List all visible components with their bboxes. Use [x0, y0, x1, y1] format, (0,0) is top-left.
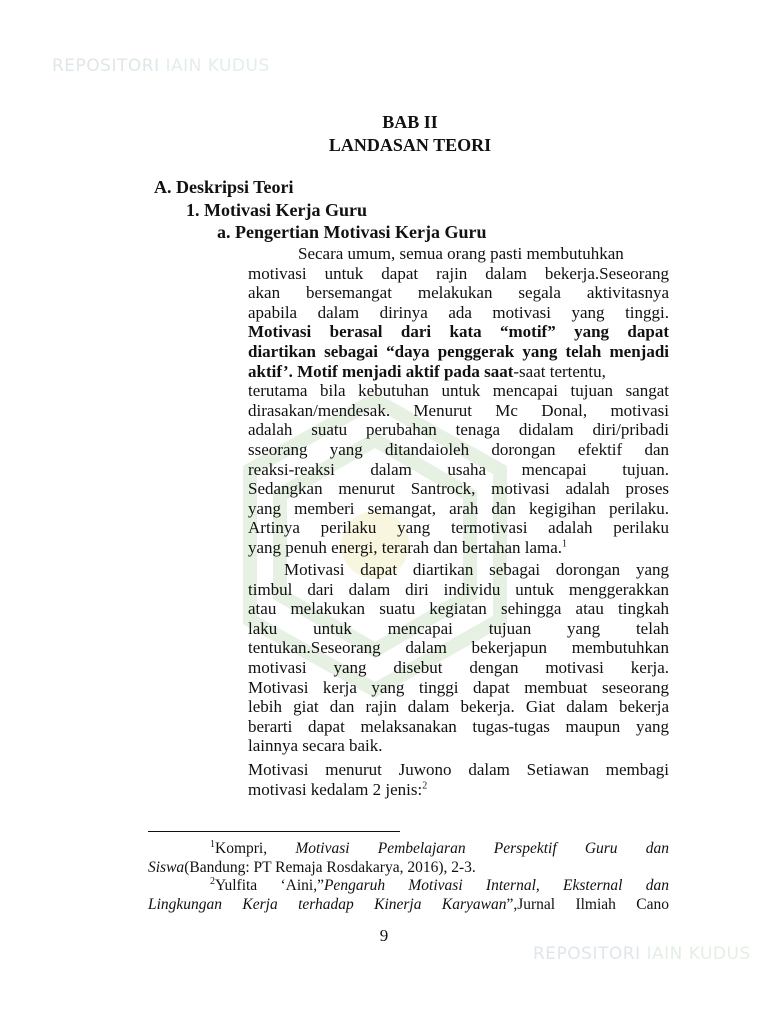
heading-deskripsi-teori: A. Deskripsi Teori: [154, 177, 294, 197]
para1-line: yang memberi semangat, arah dan kegigihan perilaku.: [248, 498, 669, 518]
para1-line: Sedangkan menurut Santrock, motivasi adalah proses: [248, 479, 669, 499]
footnote-separator: [148, 831, 400, 832]
para2-line: laku untuk mencapai tujuan yang telah: [248, 618, 669, 638]
watermark-text-iain-kudus: IAIN KUDUS: [646, 944, 751, 964]
paragraph-3: [248, 760, 669, 799]
heading-pengertian-motivasi: a. Pengertian Motivasi Kerja Guru: [217, 222, 487, 242]
para3-line: Motivasi menurut Juwono dalam Setiawan membagi: [248, 760, 669, 779]
footnote-1-line: [148, 859, 669, 878]
para1-line: adalah suatu perubahan tenaga didalam diri/pribadi: [248, 420, 669, 440]
footnote-1-title: Motivasi Pembelajaran Perspektif Guru dan: [295, 840, 670, 857]
watermark-text-repositori: REPOSITORI: [533, 944, 641, 964]
footnote-2-line: [148, 877, 669, 896]
footnote-ref-1[interactable]: 1: [562, 538, 568, 550]
chapter-number: BAB II: [382, 112, 438, 132]
footnote-2-title: Pengaruh Motivasi Internal, Eksternal dan: [323, 877, 669, 894]
para2-line: tentukan.Seseorang dalam bekerjapun membutuhkan: [248, 638, 669, 658]
chapter-title: LANDASAN TEORI: [328, 135, 492, 155]
footnote-1-title-cont: Siswa: [148, 858, 185, 876]
para2-line: atau melakukan suatu kegiatan sehingga atau tingkah: [248, 599, 669, 619]
page-number: 9: [379, 926, 389, 945]
para1-line: [248, 362, 669, 382]
para1-fragment: yang penuh energi, terarah dan bertahan lama.: [248, 537, 563, 557]
watermark-text-iain-kudus: IAIN KUDUS: [165, 56, 270, 76]
para2-line: berarti dapat melaksanakan tugas-tugas maupun yang: [248, 716, 669, 736]
para1-line: dirasakan/mendesak. Menurut Mc Donal, motivasi: [248, 400, 669, 420]
repository-watermark-top: [52, 56, 270, 76]
para1-line: reaksi-reaksi dalam usaha mencapai tujuan.: [248, 459, 669, 479]
para2-line: Motivasi dapat diartikan sebagai dorongan yang: [284, 560, 669, 579]
footnote-1: [148, 840, 669, 877]
para1-line: sseorang yang ditandaioleh dorongan efektif dan: [248, 439, 669, 459]
repository-watermark-bottom: [533, 944, 751, 964]
para3-line: [248, 780, 669, 800]
footnote-ref-2[interactable]: 2: [422, 779, 428, 791]
para1-line: terutama bila kebutuhan untuk mencapai tujuan sangat: [248, 381, 669, 401]
para3-fragment: motivasi kedalam 2 jenis:: [248, 779, 423, 799]
para1-line: akan bersemangat melakukan segala aktivitasnya: [248, 283, 669, 303]
footnote-2: [148, 877, 669, 914]
para1-line: diartikan sebagai “daya penggerak yang telah menjadi: [248, 341, 669, 361]
footnote-2-title-cont: Lingkungan Kerja terhadap Kinerja Karyawan: [148, 895, 507, 913]
footnote-2-mark: 2: [210, 875, 215, 887]
paragraph-1: [248, 244, 669, 558]
para2-line: Motivasi kerja yang tinggi dapat membuat seseorang: [248, 677, 669, 697]
paragraph-2: [248, 560, 669, 756]
para1-line: apabila dalam dirinya ada motivasi yang tinggi.: [248, 302, 669, 322]
para1-line: Motivasi berasal dari kata “motif” yang dapat: [248, 322, 669, 342]
para1-line: Artinya perilaku yang termotivasi adalah perilaku: [248, 518, 669, 538]
para1-line: motivasi untuk dapat rajin dalam bekerja.Seseorang: [248, 263, 669, 283]
footnote-2-author: Yulfita ‘Aini,”: [215, 877, 324, 894]
heading-motivasi-kerja-guru: 1. Motivasi Kerja Guru: [186, 200, 367, 220]
para2-line: motivasi yang disebut dengan motivasi kerja.: [248, 657, 669, 677]
footnote-2-journal: ”,Jurnal Ilmiah Cano: [506, 895, 669, 913]
para1-line: [248, 538, 669, 558]
para2-line: lebih giat dan rajin dalam bekerja. Giat dalam bekerja: [248, 697, 669, 717]
para1-fragment: -saat tertentu,: [513, 361, 606, 381]
para1-line: Secara umum, semua orang pasti membutuhkan: [298, 244, 624, 263]
footnote-2-line: [148, 896, 669, 915]
para2-line: timbul dari dalam diri individu untuk menggerakkan: [248, 579, 669, 599]
watermark-text-repositori: REPOSITORI: [52, 56, 160, 76]
footnote-1-mark: 1: [210, 838, 215, 850]
footnote-1-publisher: (Bandung: PT Remaja Rosdakarya, 2016), 2-3.: [184, 858, 476, 876]
para2-line: lainnya secara baik.: [248, 736, 383, 756]
para1-bold-fragment: aktif’. Motif menjadi aktif pada saat: [248, 361, 514, 381]
footnote-1-line: [148, 840, 669, 859]
footnote-1-author: Kompri,: [215, 840, 296, 857]
